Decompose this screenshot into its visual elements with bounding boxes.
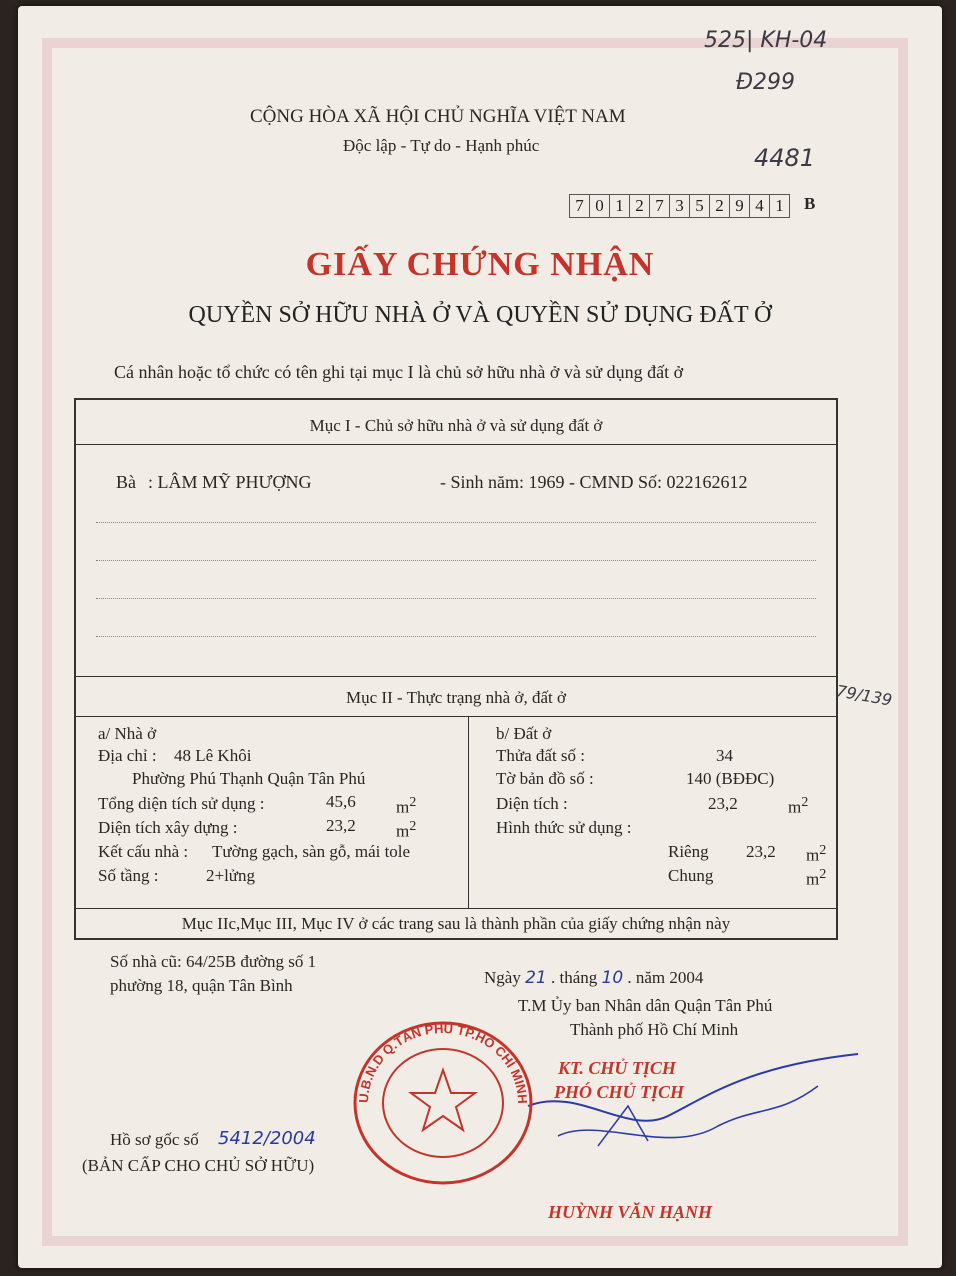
official-seal	[348, 1018, 538, 1188]
private-label: Riêng	[668, 842, 709, 861]
motto: Độc lập - Tự do - Hạnh phúc	[343, 136, 540, 155]
unit: m	[788, 797, 802, 817]
sections-table	[74, 398, 838, 940]
divider	[76, 908, 836, 909]
issuer-line1: T.M Ủy ban Nhân dân Quận Tân Phú	[518, 996, 773, 1015]
serial-digit: 4	[749, 194, 770, 218]
total-area-label: Tổng diện tích sử dụng :	[98, 794, 265, 813]
serial-digit: 9	[729, 194, 750, 218]
private-value: 23,2	[746, 842, 776, 861]
date-year: 2004	[669, 968, 704, 987]
owner-title: Bà	[116, 472, 136, 492]
house-address-line2: Phường Phú Thạnh Quận Tân Phú	[132, 769, 366, 788]
dotted-line	[96, 598, 816, 599]
certificate-paper	[18, 6, 942, 1268]
svg-text:U.B.N.D Q.TÂN PHÚ TP.HỒ CHÍ MI	[356, 1021, 530, 1104]
serial-digit: 0	[589, 194, 610, 218]
unit: m	[806, 869, 820, 889]
house-address-label: Địa chỉ :	[98, 746, 157, 765]
land-area-value: 23,2	[708, 794, 738, 813]
area-unit	[396, 794, 416, 818]
footer-note: Mục IIc,Mục III, Mục IV ở các trang sau là thành phần của giấy chứng nhận này	[181, 914, 731, 933]
land-area-label: Diện tích :	[496, 794, 568, 813]
intro-text: Cá nhân hoặc tổ chức có tên ghi tại mục I là chủ sở hữu nhà ở và sử dụng đất ở	[114, 362, 684, 382]
certificate-subtitle: QUYỀN SỞ HỮU NHÀ Ở VÀ QUYỀN SỬ DỤNG ĐẤT Ở	[188, 302, 772, 328]
divider	[76, 676, 836, 677]
divider	[76, 716, 836, 717]
owner-name: : LÂM MỸ PHƯỢNG	[148, 472, 312, 492]
serial-digit: 7	[649, 194, 670, 218]
unit-sup: 2	[409, 818, 417, 834]
dotted-line	[96, 522, 816, 523]
signer-name: HUỲNH VĂN HẠNH	[548, 1202, 713, 1222]
unit-sup: 2	[409, 794, 417, 810]
handwritten-code: 525| KH-04	[704, 28, 828, 53]
handwritten-code-2: Đ299	[736, 70, 796, 95]
date-month-label: . tháng	[550, 968, 598, 987]
serial-digit: 5	[689, 194, 710, 218]
issuer-role2: PHÓ CHỦ TỊCH	[554, 1082, 685, 1102]
seal-text: U.B.N.D Q.TÂN PHÚ TP.HỒ CHÍ MINH	[355, 1020, 531, 1105]
structure-value: Tường gạch, sàn gỗ, mái tole	[212, 842, 411, 861]
map-value: 140 (BĐĐC)	[686, 769, 775, 788]
issuer-line2: Thành phố Hồ Chí Minh	[570, 1020, 739, 1039]
serial-digit: 2	[629, 194, 650, 218]
plot-label: Thửa đất số :	[496, 746, 586, 765]
unit: m	[396, 821, 410, 841]
floors-value: 2+lửng	[206, 866, 256, 885]
signature	[518, 1046, 878, 1166]
file-number: 5412/2004	[218, 1128, 316, 1149]
private-unit	[806, 842, 826, 866]
file-label: Hồ sơ gốc số	[110, 1130, 199, 1149]
unit: m	[396, 797, 410, 817]
serial-digit: 7	[569, 194, 590, 218]
handwritten-side-note: 79/139	[834, 681, 894, 710]
date-day-label: Ngày	[484, 968, 521, 987]
date-year-label: . năm	[627, 968, 666, 987]
divider	[76, 444, 836, 445]
total-area-value: 45,6	[326, 792, 356, 811]
build-area-label: Diện tích xây dựng :	[98, 818, 238, 837]
owner-details: - Sinh năm: 1969 - CMND Số: 022162612	[440, 472, 748, 492]
unit-sup: 2	[801, 794, 809, 810]
plot-value: 34	[716, 746, 733, 765]
copy-note: (BẢN CẤP CHO CHỦ SỞ HỮU)	[82, 1156, 315, 1175]
floors-label: Số tầng :	[98, 866, 159, 885]
unit-sup: 2	[819, 866, 827, 882]
old-address-line2: phường 18, quận Tân Bình	[110, 976, 293, 995]
date-day: 21	[525, 968, 547, 988]
old-address-line1: Số nhà cũ: 64/25B đường số 1	[110, 952, 317, 971]
serial-number	[570, 194, 790, 218]
usage-label: Hình thức sử dụng :	[496, 818, 632, 837]
handwritten-code-3: 4481	[754, 144, 816, 172]
certificate-title: GIẤY CHỨNG NHẬN	[305, 246, 655, 283]
land-label: b/ Đất ở	[496, 724, 552, 743]
unit-sup: 2	[819, 842, 827, 858]
shared-unit	[806, 866, 826, 890]
shared-label: Chung	[668, 866, 714, 885]
serial-digit: 2	[709, 194, 730, 218]
land-area-unit	[788, 794, 808, 818]
serial-digit: 1	[769, 194, 790, 218]
serial-digit: 1	[609, 194, 630, 218]
area-unit	[396, 818, 416, 842]
section1-heading: Mục I - Chủ sở hữu nhà ở và sử dụng đất ở	[309, 416, 603, 435]
house-label: a/ Nhà ở	[98, 724, 157, 743]
serial-suffix: B	[804, 194, 816, 213]
dotted-line	[96, 560, 816, 561]
column-divider	[468, 716, 469, 908]
map-label: Tờ bản đồ số :	[496, 769, 594, 788]
date-line	[484, 968, 703, 988]
unit: m	[806, 845, 820, 865]
dotted-line	[96, 636, 816, 637]
house-address-value: 48 Lê Khôi	[174, 746, 252, 765]
structure-label: Kết cấu nhà :	[98, 842, 189, 861]
serial-digit: 3	[669, 194, 690, 218]
republic-header: CỘNG HÒA XÃ HỘI CHỦ NGHĨA VIỆT NAM	[250, 106, 626, 127]
section2-heading: Mục II - Thực trạng nhà ở, đất ở	[346, 688, 566, 707]
issuer-role1: KT. CHỦ TỊCH	[558, 1058, 676, 1078]
date-month: 10	[601, 968, 624, 988]
build-area-value: 23,2	[326, 816, 356, 835]
